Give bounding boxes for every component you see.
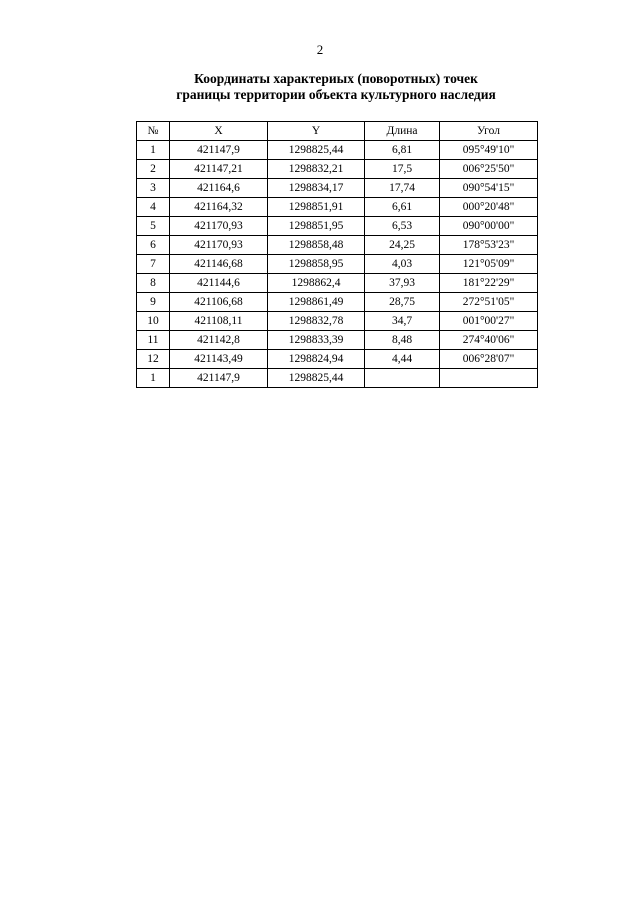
coordinates-table bbox=[136, 121, 538, 388]
cell-x: 421146,68 bbox=[170, 255, 268, 274]
cell-length: 17,74 bbox=[365, 179, 440, 198]
cell-y: 1298832,78 bbox=[268, 312, 365, 331]
table-row bbox=[137, 141, 538, 160]
cell-length: 17,5 bbox=[365, 160, 440, 179]
header-angle: Угол bbox=[440, 122, 538, 141]
cell-length: 6,81 bbox=[365, 141, 440, 160]
cell-y: 1298824,94 bbox=[268, 350, 365, 369]
table-row bbox=[137, 160, 538, 179]
cell-number: 10 bbox=[137, 312, 170, 331]
cell-y: 1298832,21 bbox=[268, 160, 365, 179]
header-number: № bbox=[137, 122, 170, 141]
cell-angle: 001°00'27" bbox=[440, 312, 538, 331]
table-body bbox=[137, 141, 538, 388]
table-row bbox=[137, 274, 538, 293]
cell-length: 34,7 bbox=[365, 312, 440, 331]
cell-angle: 090°00'00" bbox=[440, 217, 538, 236]
cell-y: 1298862,4 bbox=[268, 274, 365, 293]
cell-angle: 090°54'15" bbox=[440, 179, 538, 198]
cell-x: 421143,49 bbox=[170, 350, 268, 369]
cell-number: 9 bbox=[137, 293, 170, 312]
cell-angle: 000°20'48" bbox=[440, 198, 538, 217]
cell-x: 421142,8 bbox=[170, 331, 268, 350]
table-row bbox=[137, 369, 538, 388]
cell-length: 8,48 bbox=[365, 331, 440, 350]
cell-number: 11 bbox=[137, 331, 170, 350]
cell-y: 1298825,44 bbox=[268, 141, 365, 160]
cell-number: 1 bbox=[137, 369, 170, 388]
cell-length: 6,61 bbox=[365, 198, 440, 217]
table-row bbox=[137, 236, 538, 255]
cell-number: 6 bbox=[137, 236, 170, 255]
table-row bbox=[137, 331, 538, 350]
cell-angle: 095°49'10" bbox=[440, 141, 538, 160]
cell-y: 1298834,17 bbox=[268, 179, 365, 198]
cell-angle: 181°22'29" bbox=[440, 274, 538, 293]
cell-x: 421147,9 bbox=[170, 369, 268, 388]
cell-number: 4 bbox=[137, 198, 170, 217]
header-length: Длина bbox=[365, 122, 440, 141]
cell-x: 421108,11 bbox=[170, 312, 268, 331]
header-x: X bbox=[170, 122, 268, 141]
title-line-1: Координаты характериых (поворотных) точек bbox=[194, 71, 478, 86]
cell-y: 1298858,48 bbox=[268, 236, 365, 255]
cell-length: 28,75 bbox=[365, 293, 440, 312]
cell-number: 8 bbox=[137, 274, 170, 293]
cell-y: 1298851,95 bbox=[268, 217, 365, 236]
cell-y: 1298825,44 bbox=[268, 369, 365, 388]
cell-number: 3 bbox=[137, 179, 170, 198]
cell-x: 421164,32 bbox=[170, 198, 268, 217]
cell-x: 421147,9 bbox=[170, 141, 268, 160]
table-row bbox=[137, 312, 538, 331]
cell-length: 4,03 bbox=[365, 255, 440, 274]
table-row bbox=[137, 255, 538, 274]
cell-x: 421164,6 bbox=[170, 179, 268, 198]
cell-angle: 274°40'06" bbox=[440, 331, 538, 350]
cell-number: 2 bbox=[137, 160, 170, 179]
cell-length: 6,53 bbox=[365, 217, 440, 236]
document-title bbox=[0, 71, 640, 103]
cell-length: 37,93 bbox=[365, 274, 440, 293]
page-number: 2 bbox=[316, 42, 324, 57]
cell-y: 1298833,39 bbox=[268, 331, 365, 350]
cell-angle bbox=[440, 369, 538, 388]
cell-length: 24,25 bbox=[365, 236, 440, 255]
cell-x: 421147,21 bbox=[170, 160, 268, 179]
cell-angle: 178°53'23" bbox=[440, 236, 538, 255]
table-header-row bbox=[137, 122, 538, 141]
cell-x: 421106,68 bbox=[170, 293, 268, 312]
cell-y: 1298858,95 bbox=[268, 255, 365, 274]
title-line-2: границы территории объекта культурного наследия bbox=[176, 87, 496, 102]
table-row bbox=[137, 217, 538, 236]
cell-length: 4,44 bbox=[365, 350, 440, 369]
table-row bbox=[137, 179, 538, 198]
cell-number: 5 bbox=[137, 217, 170, 236]
cell-y: 1298851,91 bbox=[268, 198, 365, 217]
table-row bbox=[137, 198, 538, 217]
cell-x: 421144,6 bbox=[170, 274, 268, 293]
cell-angle: 272°51'05" bbox=[440, 293, 538, 312]
table-row bbox=[137, 350, 538, 369]
cell-angle: 121°05'09" bbox=[440, 255, 538, 274]
cell-angle: 006°25'50" bbox=[440, 160, 538, 179]
cell-number: 7 bbox=[137, 255, 170, 274]
header-y: Y bbox=[268, 122, 365, 141]
cell-angle: 006°28'07" bbox=[440, 350, 538, 369]
cell-x: 421170,93 bbox=[170, 236, 268, 255]
cell-length bbox=[365, 369, 440, 388]
table-row bbox=[137, 293, 538, 312]
cell-y: 1298861,49 bbox=[268, 293, 365, 312]
cell-x: 421170,93 bbox=[170, 217, 268, 236]
cell-number: 1 bbox=[137, 141, 170, 160]
cell-number: 12 bbox=[137, 350, 170, 369]
